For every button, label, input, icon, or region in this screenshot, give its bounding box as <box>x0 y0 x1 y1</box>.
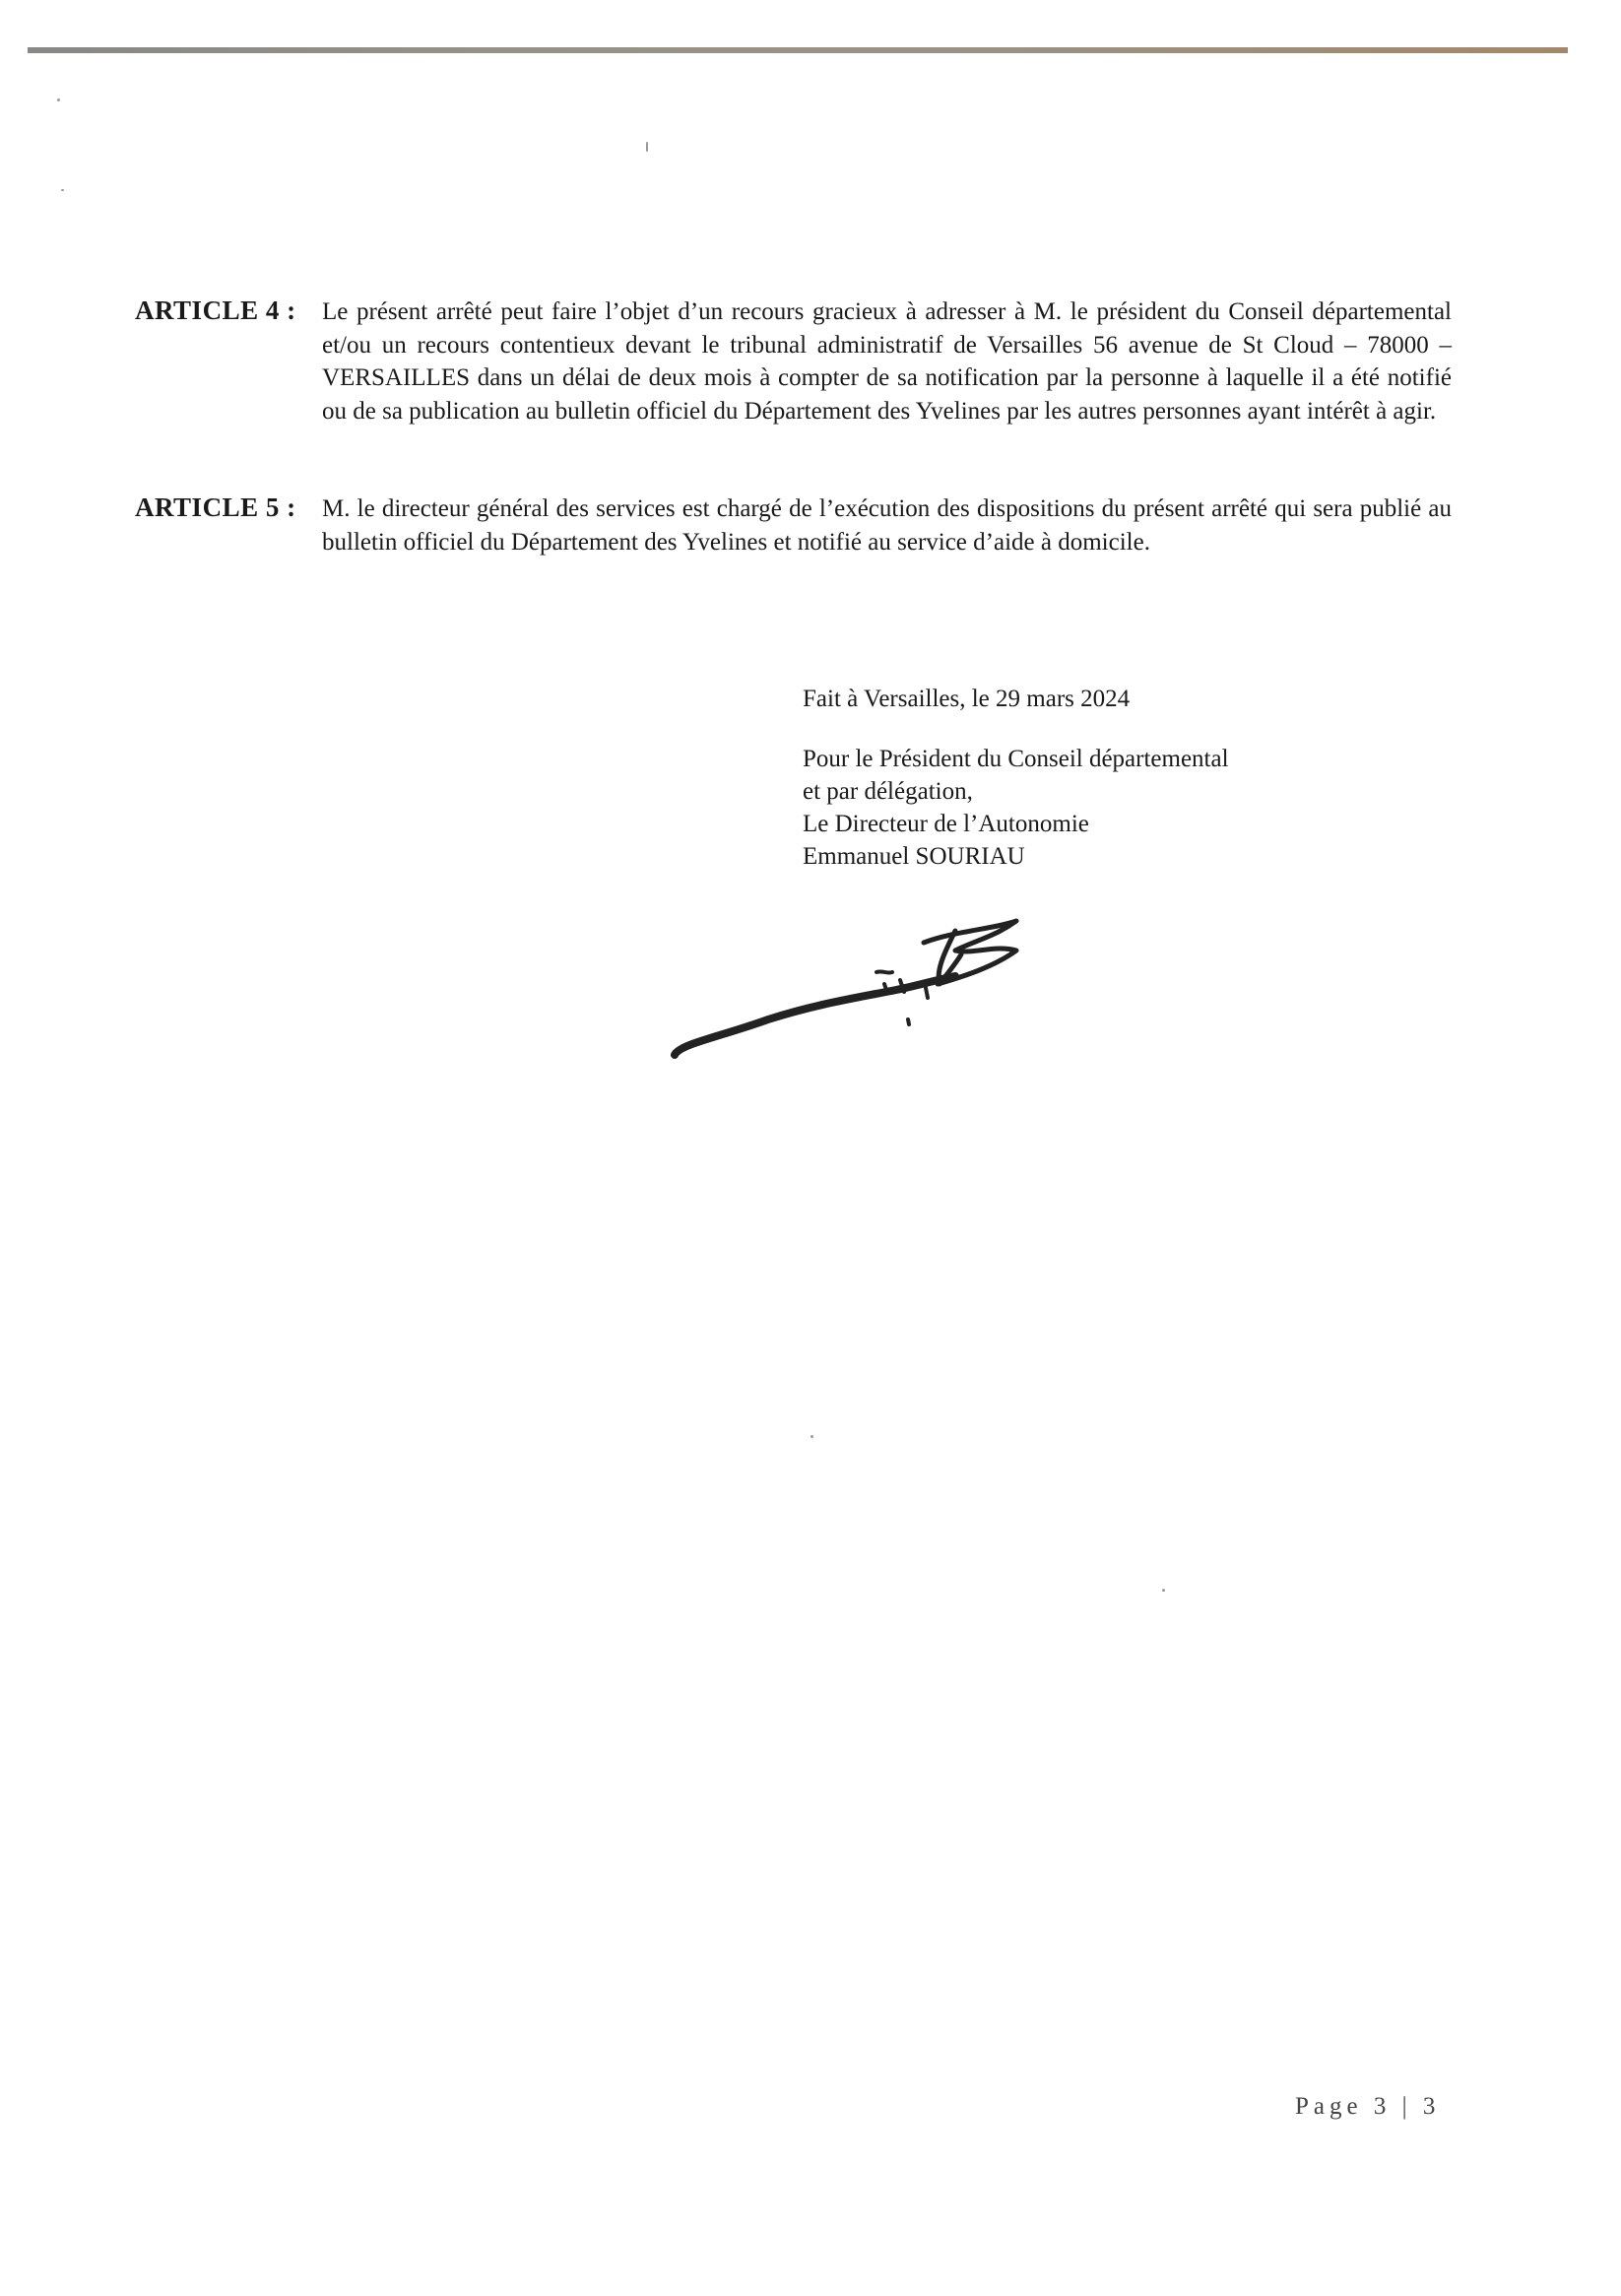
signatory-name: Emmanuel SOURIAU <box>803 843 1025 870</box>
scan-speck <box>810 1435 813 1438</box>
scan-speck <box>57 98 60 101</box>
signatory-title: Le Directeur de l’Autonomie <box>803 811 1089 837</box>
article-5-text: M. le directeur général des services est chargé de l’exécution des dispositions du présent arrêté qui sera publié au bulletin officiel du Département des Yvelines et notifié au service d’aide à domicile. <box>322 495 1452 556</box>
handwritten-signature <box>660 882 1054 1079</box>
page-number: Page 3 | 3 <box>1295 2093 1441 2120</box>
article-4-label: ARTICLE 4 : <box>135 295 296 325</box>
scan-speck <box>1162 1589 1165 1592</box>
signature-block <box>803 683 1394 873</box>
scan-speck <box>646 142 648 152</box>
article-4-text: Le présent arrêté peut faire l’objet d’un recours gracieux à adresser à M. le président du Conseil départemental et/ou un recours contentieux devant le tribunal administratif de Versailles 56 avenue de St Cloud – 78000 – VERSAILLES dans un délai de deux mois à compter de sa notification par la personne à laquelle il a été notifié ou de sa publication au bulletin officiel du Département des Yvelines par les autres personnes ayant intérêt à agir. <box>322 298 1452 425</box>
signatory-line-2: et par délégation, <box>803 778 973 805</box>
place-date: Fait à Versailles, le 29 mars 2024 <box>803 686 1131 712</box>
header-rule <box>28 47 1568 53</box>
scan-speck <box>61 189 64 191</box>
signatory-line-1: Pour le Président du Conseil départemental <box>803 746 1229 772</box>
article-5-label: ARTICLE 5 : <box>135 492 296 522</box>
